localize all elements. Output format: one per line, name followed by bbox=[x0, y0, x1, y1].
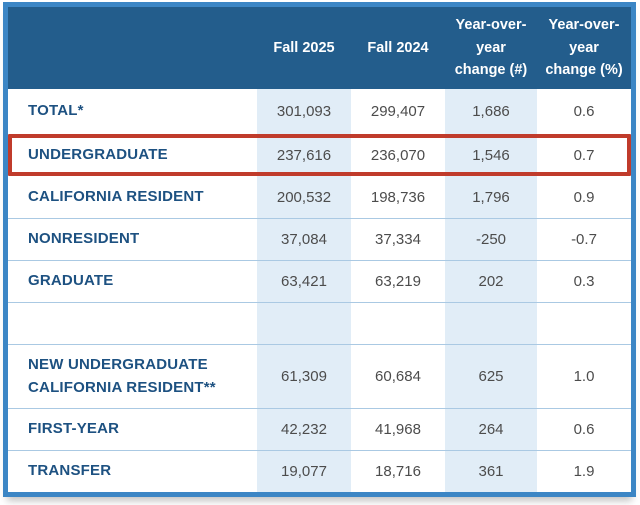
table-row bbox=[8, 344, 631, 408]
table-row-highlighted bbox=[8, 134, 631, 176]
cell-fall-2025: 63,421 bbox=[257, 261, 351, 302]
cell-fall-2025: 200,532 bbox=[257, 176, 351, 218]
table-row bbox=[8, 450, 631, 492]
cell-change-num: 1,546 bbox=[445, 134, 537, 176]
row-label bbox=[8, 303, 257, 344]
table-row bbox=[8, 260, 631, 302]
cell-change-num: 202 bbox=[445, 261, 537, 302]
cell-change-num: 1,686 bbox=[445, 89, 537, 134]
cell-fall-2024 bbox=[351, 303, 445, 344]
cell-change-num: -250 bbox=[445, 219, 537, 260]
cell-fall-2025: 19,077 bbox=[257, 451, 351, 492]
table-row bbox=[8, 218, 631, 260]
cell-change-pct: 0.6 bbox=[573, 103, 595, 120]
header-fall-2024: Fall 2024 bbox=[367, 39, 429, 56]
cell-fall-2025: 237,616 bbox=[257, 134, 351, 176]
cell-change-num bbox=[445, 303, 537, 344]
cell-fall-2024: 41,968 bbox=[375, 421, 421, 438]
cell-change-pct bbox=[537, 303, 631, 344]
row-label: NEW UNDERGRADUATE CALIFORNIA RESIDENT** bbox=[28, 356, 216, 396]
table-row-spacer bbox=[8, 302, 631, 344]
cell-change-pct: 0.6 bbox=[573, 421, 595, 438]
cell-change-num: 264 bbox=[445, 409, 537, 450]
cell-fall-2024: 18,716 bbox=[375, 463, 421, 480]
cell-fall-2024: 63,219 bbox=[375, 273, 421, 290]
cell-fall-2024: 37,334 bbox=[375, 231, 421, 248]
cell-fall-2024: 299,407 bbox=[370, 103, 426, 120]
cell-change-pct: 1.0 bbox=[573, 368, 595, 385]
cell-change-num: 361 bbox=[445, 451, 537, 492]
cell-change-pct: 0.3 bbox=[573, 273, 595, 290]
row-label: GRADUATE bbox=[28, 272, 114, 290]
header-fall-2025: Fall 2025 bbox=[273, 39, 335, 56]
cell-change-num: 1,796 bbox=[445, 176, 537, 218]
cell-fall-2024: 60,684 bbox=[375, 368, 421, 385]
cell-fall-2025: 42,232 bbox=[257, 409, 351, 450]
row-label: TOTAL* bbox=[28, 102, 84, 120]
cell-change-pct: 0.7 bbox=[573, 146, 595, 164]
cell-fall-2025: 61,309 bbox=[257, 345, 351, 408]
table-header-row bbox=[8, 7, 631, 89]
header-yoy-change-pct: Year-over-year change (%) bbox=[545, 17, 623, 79]
cell-fall-2025 bbox=[257, 303, 351, 344]
cell-fall-2025: 37,084 bbox=[257, 219, 351, 260]
enrollment-table bbox=[3, 2, 636, 497]
cell-change-pct: -0.7 bbox=[571, 231, 597, 248]
table-row bbox=[8, 408, 631, 450]
row-label: UNDERGRADUATE bbox=[28, 145, 168, 163]
row-label: FIRST-YEAR bbox=[28, 420, 120, 438]
table-body bbox=[8, 89, 631, 492]
cell-change-num: 625 bbox=[445, 345, 537, 408]
row-label: CALIFORNIA RESIDENT bbox=[28, 187, 204, 205]
row-label: NONRESIDENT bbox=[28, 230, 140, 248]
row-label: TRANSFER bbox=[28, 462, 112, 480]
header-category bbox=[8, 42, 257, 54]
header-yoy-change-num: Year-over-year change (#) bbox=[454, 17, 528, 79]
cell-fall-2024: 198,736 bbox=[370, 188, 426, 206]
table-row bbox=[8, 89, 631, 134]
cell-fall-2025: 301,093 bbox=[257, 89, 351, 134]
table-row bbox=[8, 176, 631, 218]
cell-fall-2024: 236,070 bbox=[370, 146, 426, 164]
cell-change-pct: 1.9 bbox=[573, 463, 595, 480]
cell-change-pct: 0.9 bbox=[573, 188, 595, 206]
